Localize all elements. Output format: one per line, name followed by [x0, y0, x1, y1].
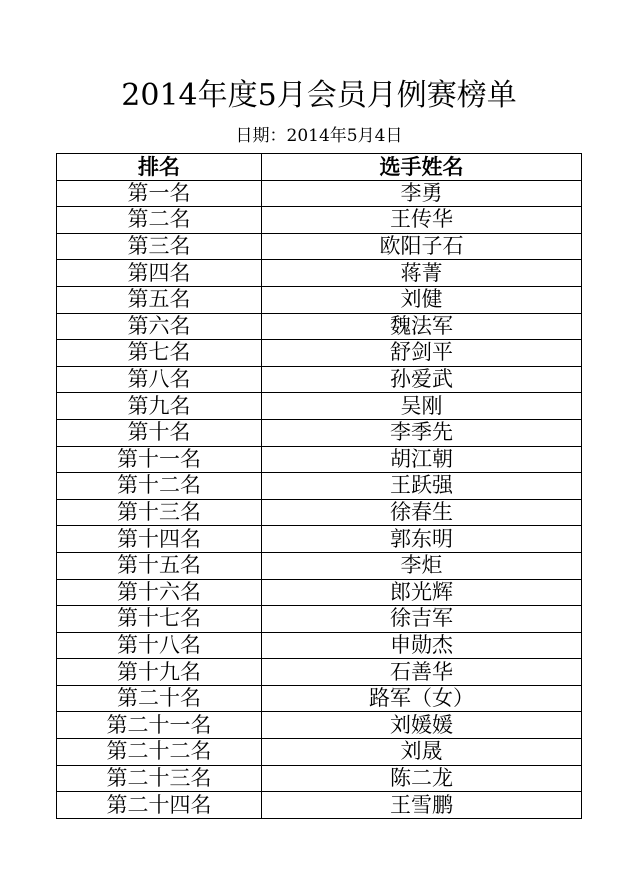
- page-title: 2014年度5月会员月例赛榜单: [121, 78, 517, 113]
- player-name-cell: 陈二龙: [262, 765, 582, 792]
- rank-cell: 第四名: [57, 260, 262, 287]
- player-name-cell: 王传华: [262, 207, 582, 234]
- player-name-cell: 徐春生: [262, 499, 582, 526]
- rank-cell: 第二十一名: [57, 712, 262, 739]
- table-row: [57, 286, 582, 313]
- player-name-cell: 舒剑平: [262, 340, 582, 367]
- rank-cell: 第十六名: [57, 579, 262, 606]
- rank-cell: 第十一名: [57, 446, 262, 473]
- table-row: [57, 473, 582, 500]
- table-row: [57, 419, 582, 446]
- table-header-row: [57, 154, 582, 181]
- player-name-cell: 刘媛媛: [262, 712, 582, 739]
- player-name-cell: 魏法军: [262, 313, 582, 340]
- rank-cell: 第六名: [57, 313, 262, 340]
- table-row: [57, 632, 582, 659]
- player-name-cell: 刘晟: [262, 739, 582, 766]
- table-row: [57, 579, 582, 606]
- name-column-header: 选手姓名: [262, 154, 582, 181]
- rank-cell: 第十四名: [57, 526, 262, 553]
- rank-cell: 第十九名: [57, 659, 262, 686]
- table-row: [57, 606, 582, 633]
- rank-cell: 第十三名: [57, 499, 262, 526]
- table-row: [57, 340, 582, 367]
- table-row: [57, 393, 582, 420]
- player-name-cell: 欧阳子石: [262, 233, 582, 260]
- player-name-cell: 申勋杰: [262, 632, 582, 659]
- table-row: [57, 526, 582, 553]
- date-value: 2014年5月4日: [286, 126, 403, 146]
- table-row: [57, 499, 582, 526]
- player-name-cell: 吴刚: [262, 393, 582, 420]
- table-row: [57, 366, 582, 393]
- date-label: 日期：: [235, 126, 287, 146]
- rank-cell: 第九名: [57, 393, 262, 420]
- table-row: [57, 313, 582, 340]
- rank-cell: 第十八名: [57, 632, 262, 659]
- table-row: [57, 446, 582, 473]
- rank-cell: 第二十二名: [57, 739, 262, 766]
- rank-cell: 第七名: [57, 340, 262, 367]
- rank-cell: 第二十名: [57, 685, 262, 712]
- player-name-cell: 孙爱武: [262, 366, 582, 393]
- rank-cell: 第十二名: [57, 473, 262, 500]
- rank-cell: 第二名: [57, 207, 262, 234]
- table-row: [57, 685, 582, 712]
- player-name-cell: 徐吉军: [262, 606, 582, 633]
- rank-cell: 第五名: [57, 286, 262, 313]
- player-name-cell: 王雪鹏: [262, 792, 582, 819]
- table-row: [57, 260, 582, 287]
- table-row: [57, 207, 582, 234]
- rank-cell: 第十七名: [57, 606, 262, 633]
- rank-cell: 第二十四名: [57, 792, 262, 819]
- table-row: [57, 659, 582, 686]
- player-name-cell: 刘健: [262, 286, 582, 313]
- rank-cell: 第一名: [57, 180, 262, 207]
- table-row: [57, 180, 582, 207]
- player-name-cell: 郭东明: [262, 526, 582, 553]
- table-row: [57, 739, 582, 766]
- rank-cell: 第八名: [57, 366, 262, 393]
- player-name-cell: 王跃强: [262, 473, 582, 500]
- player-name-cell: 路军（女）: [262, 685, 582, 712]
- table-row: [57, 233, 582, 260]
- table-row: [57, 792, 582, 819]
- rank-cell: 第十五名: [57, 552, 262, 579]
- table-row: [57, 765, 582, 792]
- player-name-cell: 李炬: [262, 552, 582, 579]
- table-row: [57, 552, 582, 579]
- player-name-cell: 胡江朝: [262, 446, 582, 473]
- rank-cell: 第十名: [57, 419, 262, 446]
- player-name-cell: 李季先: [262, 419, 582, 446]
- player-name-cell: 李勇: [262, 180, 582, 207]
- player-name-cell: 石善华: [262, 659, 582, 686]
- rank-cell: 第三名: [57, 233, 262, 260]
- table-row: [57, 712, 582, 739]
- date-line: [0, 124, 638, 148]
- player-name-cell: 蒋菁: [262, 260, 582, 287]
- ranking-table: [56, 153, 582, 819]
- rank-column-header: 排名: [57, 154, 262, 181]
- ranking-table-body: [57, 180, 582, 818]
- player-name-cell: 郎光辉: [262, 579, 582, 606]
- rank-cell: 第二十三名: [57, 765, 262, 792]
